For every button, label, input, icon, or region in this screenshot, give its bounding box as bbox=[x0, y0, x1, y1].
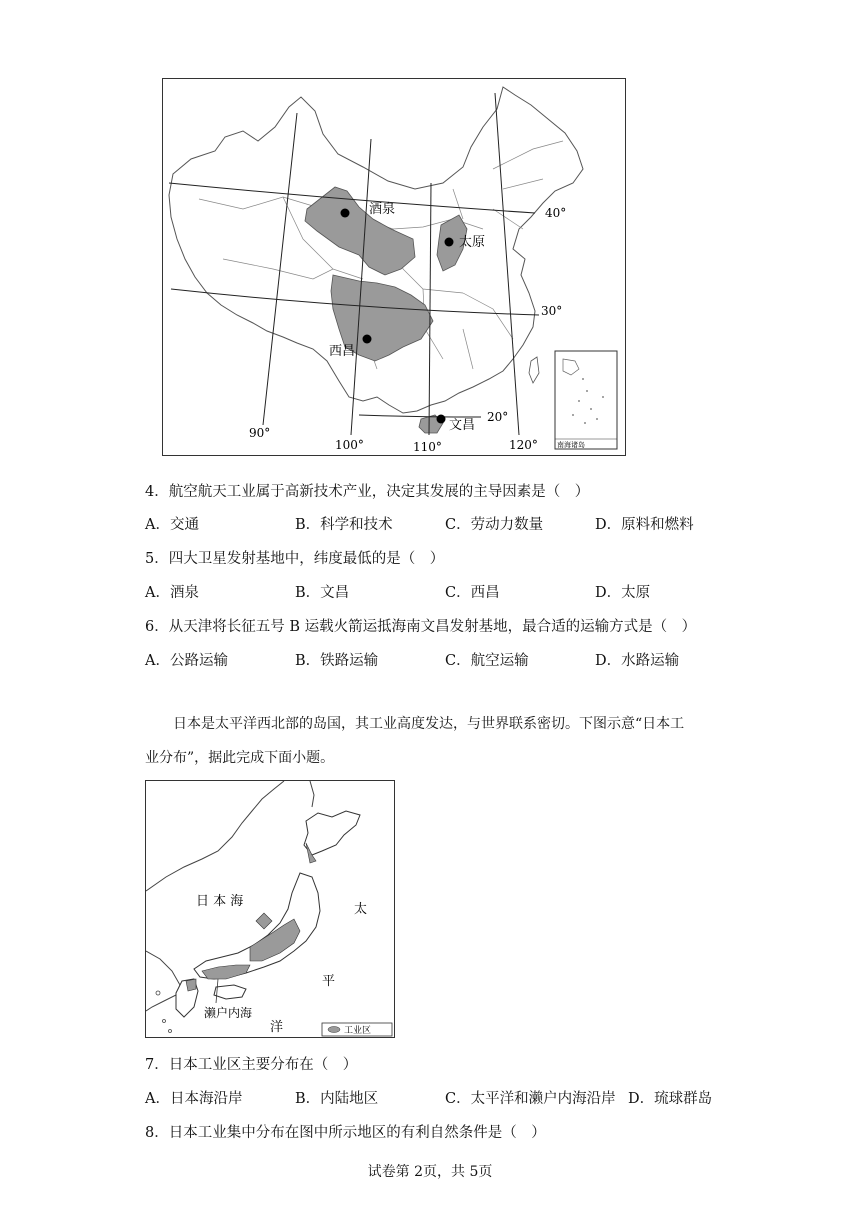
question-8-stem: 8．日本工业集中分布在图中所示地区的有利自然条件是（ ） bbox=[145, 1125, 546, 1141]
label-lon120: 120° bbox=[509, 438, 538, 452]
inset-label: 南海诸岛 bbox=[557, 441, 585, 449]
label-xichang: 西昌 bbox=[329, 344, 356, 359]
label-lat40: 40° bbox=[545, 206, 567, 220]
label-seto: 濑户内海 bbox=[204, 1006, 253, 1020]
question-4-stem: 4．航空航天工业属于高新技术产业，决定其发展的主导因素是（ ） bbox=[145, 484, 590, 500]
hokkaido bbox=[304, 811, 360, 855]
taiyuan-dot bbox=[445, 238, 454, 247]
label-lat30: 30° bbox=[541, 304, 563, 318]
south-china-sea-inset bbox=[555, 351, 617, 449]
korea-coast bbox=[146, 951, 180, 1011]
q4-option-d[interactable]: D．原料和燃料 bbox=[595, 517, 694, 533]
question-7-stem: 7．日本工业区主要分布在（ ） bbox=[145, 1057, 358, 1073]
q5-option-b[interactable]: B．文昌 bbox=[295, 585, 350, 601]
q6-option-a[interactable]: A．公路运输 bbox=[145, 653, 228, 669]
question-6-stem: 6．从天津将长征五号 B 运载火箭运抵海南文昌发射基地，最合适的运输方式是（ ） bbox=[145, 619, 697, 635]
q6-option-b[interactable]: B．铁路运输 bbox=[295, 653, 379, 669]
q4-option-b[interactable]: B．科学和技术 bbox=[295, 517, 393, 533]
label-wenchang: 文昌 bbox=[449, 418, 476, 433]
legend-label: 工业区 bbox=[344, 1026, 372, 1036]
label-jiuquan: 酒泉 bbox=[369, 202, 396, 217]
honshu bbox=[194, 873, 320, 979]
map2-legend bbox=[322, 1023, 392, 1036]
q5-option-d[interactable]: D．太原 bbox=[595, 585, 651, 601]
small-islands bbox=[156, 991, 172, 1033]
china-launch-sites-map bbox=[162, 78, 626, 456]
sakhalin bbox=[310, 781, 314, 807]
q7-option-c[interactable]: C．太平洋和濑户内海沿岸 bbox=[445, 1091, 616, 1107]
q6-option-d[interactable]: D．水路运输 bbox=[595, 653, 680, 669]
q4-option-c[interactable]: C．劳动力数量 bbox=[445, 517, 544, 533]
passage-line-1: 日本是太平洋西北部的岛国，其工业高度发达，与世界联系密切。下图示意“日本工 bbox=[173, 716, 685, 732]
wenchang-dot bbox=[437, 415, 446, 424]
label-lat20: 20° bbox=[487, 410, 509, 424]
china-map-svg bbox=[163, 79, 625, 455]
page-footer: 试卷第 2页，共 5页 bbox=[367, 1164, 493, 1180]
label-lon100: 100° bbox=[335, 438, 364, 452]
q7-option-d[interactable]: D．琉球群岛 bbox=[628, 1091, 713, 1107]
label-lon90: 90° bbox=[249, 426, 271, 440]
xichang-dot bbox=[363, 335, 372, 344]
label-yang: 洋 bbox=[270, 1020, 284, 1035]
label-ping: 平 bbox=[322, 974, 336, 989]
q7-option-b[interactable]: B．内陆地区 bbox=[295, 1091, 379, 1107]
q7-option-a[interactable]: A．日本海沿岸 bbox=[145, 1091, 243, 1107]
q4-option-a[interactable]: A．交通 bbox=[145, 517, 199, 533]
japan-map-svg bbox=[146, 781, 394, 1037]
passage-line-2: 业分布”，据此完成下面小题。 bbox=[145, 750, 335, 766]
q5-option-c[interactable]: C．西昌 bbox=[445, 585, 500, 601]
shikoku bbox=[214, 985, 246, 999]
label-sea-of-japan: 日 本 海 bbox=[196, 894, 244, 909]
taiwan-island bbox=[529, 357, 539, 383]
q5-option-a[interactable]: A．酒泉 bbox=[145, 585, 199, 601]
question-5-stem: 5．四大卫星发射基地中，纬度最低的是（ ） bbox=[145, 551, 445, 567]
label-taiyuan: 太原 bbox=[459, 235, 486, 250]
jiuquan-dot bbox=[341, 209, 350, 218]
q6-option-c[interactable]: C．航空运输 bbox=[445, 653, 529, 669]
japan-industry-map bbox=[145, 780, 395, 1038]
label-lon110: 110° bbox=[413, 440, 442, 454]
label-tai: 太 bbox=[354, 902, 368, 917]
mainland-coast bbox=[146, 781, 284, 891]
